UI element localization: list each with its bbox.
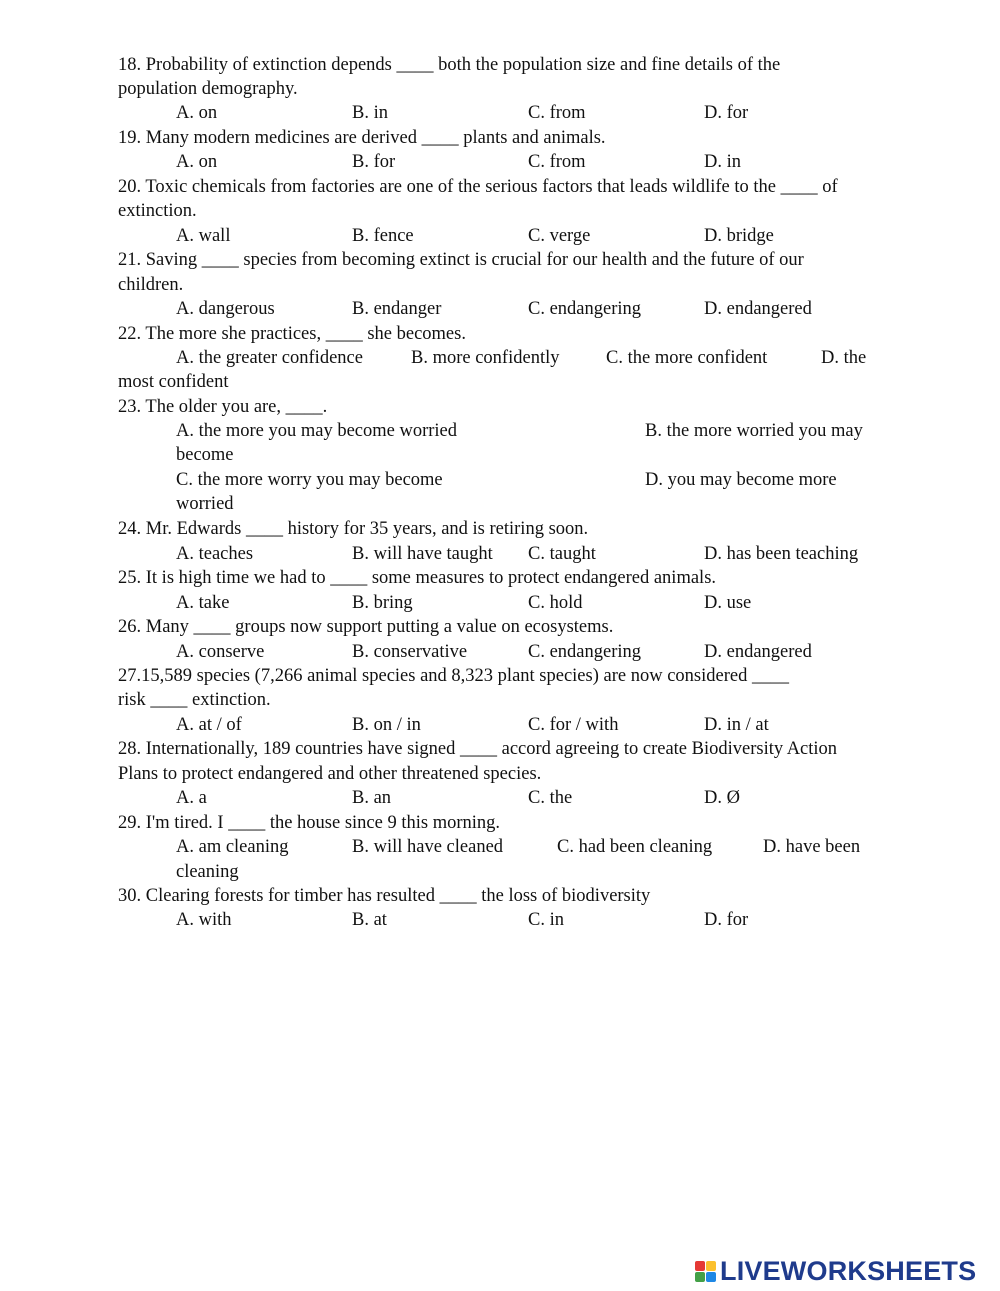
question-28-stem-line1: 28. Internationally, 189 countries have signed ____ accord agreeing to create Biodiversity Action xyxy=(118,739,838,759)
question-25-stem: 25. It is high time we had to ____ some measures to protect endangered animals. xyxy=(118,568,717,588)
question-21-option-a[interactable]: A. dangerous xyxy=(176,299,275,319)
question-30-option-b[interactable]: B. at xyxy=(352,910,387,930)
question-29-option-b[interactable]: B. will have cleaned xyxy=(352,837,504,857)
question-26-option-b[interactable]: B. conservative xyxy=(352,642,468,662)
question-23-option-d-continued: worried xyxy=(176,494,234,514)
question-23-stem: 23. The older you are, ____. xyxy=(118,397,328,417)
question-30-stem: 30. Clearing forests for timber has resulted ____ the loss of biodiversity xyxy=(118,886,651,906)
question-19-option-c[interactable]: C. from xyxy=(528,152,586,172)
question-22-option-c[interactable]: C. the more confident xyxy=(606,348,768,368)
question-18-option-a[interactable]: A. on xyxy=(176,103,218,123)
question-27-option-a[interactable]: A. at / of xyxy=(176,715,242,735)
question-29-option-c[interactable]: C. had been cleaning xyxy=(557,837,713,857)
question-22-option-a[interactable]: A. the greater confidence xyxy=(176,348,363,368)
question-22-stem: 22. The more she practices, ____ she becomes. xyxy=(118,324,466,344)
question-29-option-d[interactable]: D. have been xyxy=(763,837,861,857)
question-21-stem-line1: 21. Saving ____ species from becoming extinct is crucial for our health and the future of our xyxy=(118,250,804,270)
question-19-option-d[interactable]: D. in xyxy=(704,152,741,172)
question-18-stem-line1: 18. Probability of extinction depends ____ both the population size and fine details of the xyxy=(118,55,781,75)
question-23-option-c[interactable]: C. the more worry you may become xyxy=(176,470,443,490)
question-25-option-d[interactable]: D. use xyxy=(704,593,752,613)
question-23-option-a[interactable]: A. the more you may become worried xyxy=(176,421,458,441)
question-20-option-c[interactable]: C. verge xyxy=(528,226,591,246)
question-22-option-d[interactable]: D. the xyxy=(821,348,867,368)
question-26-option-d[interactable]: D. endangered xyxy=(704,642,812,662)
question-22-option-d-continued: most confident xyxy=(118,372,229,392)
question-24-option-a[interactable]: A. teaches xyxy=(176,544,254,564)
question-20-option-a[interactable]: A. wall xyxy=(176,226,231,246)
question-27-option-d[interactable]: D. in / at xyxy=(704,715,769,735)
question-20-option-d[interactable]: D. bridge xyxy=(704,226,774,246)
question-23-option-b-continued: become xyxy=(176,445,234,465)
question-27-option-b[interactable]: B. on / in xyxy=(352,715,421,735)
question-27-option-c[interactable]: C. for / with xyxy=(528,715,619,735)
question-25-option-a[interactable]: A. take xyxy=(176,593,230,613)
question-18-option-c[interactable]: C. from xyxy=(528,103,586,123)
question-29-option-d-continued: cleaning xyxy=(176,862,239,882)
logo-square-yellow xyxy=(706,1261,716,1271)
logo-square-green xyxy=(695,1272,705,1282)
question-24-option-d[interactable]: D. has been teaching xyxy=(704,544,859,564)
question-19-option-a[interactable]: A. on xyxy=(176,152,218,172)
question-19-option-b[interactable]: B. for xyxy=(352,152,396,172)
question-19-stem: 19. Many modern medicines are derived ____ plants and animals. xyxy=(118,128,606,148)
question-22-option-b[interactable]: B. more confidently xyxy=(411,348,560,368)
question-30-option-c[interactable]: C. in xyxy=(528,910,564,930)
question-23-option-d[interactable]: D. you may become more xyxy=(645,470,837,490)
question-29-stem: 29. I'm tired. I ____ the house since 9 this morning. xyxy=(118,813,501,833)
liveworksheets-logo-icon xyxy=(695,1261,716,1282)
question-25-option-c[interactable]: C. hold xyxy=(528,593,583,613)
question-30-option-d[interactable]: D. for xyxy=(704,910,749,930)
question-27-stem-line1: 27.15,589 species (7,266 animal species and 8,323 plant species) are now considered ____ xyxy=(118,666,789,686)
logo-square-red xyxy=(695,1261,705,1271)
logo-text: LIVEWORKSHEETS xyxy=(720,1255,977,1286)
question-29-option-a[interactable]: A. am cleaning xyxy=(176,837,289,857)
question-20-stem-line2: extinction. xyxy=(118,201,197,221)
question-21-option-d[interactable]: D. endangered xyxy=(704,299,812,319)
logo-square-blue xyxy=(706,1272,716,1282)
question-27-stem-line2: risk ____ extinction. xyxy=(118,690,271,710)
question-23-option-b[interactable]: B. the more worried you may xyxy=(645,421,863,441)
liveworksheets-logo xyxy=(695,1254,976,1288)
question-26-option-a[interactable]: A. conserve xyxy=(176,642,265,662)
question-26-stem: 26. Many ____ groups now support putting a value on ecosystems. xyxy=(118,617,614,637)
question-20-stem-line1: 20. Toxic chemicals from factories are one of the serious factors that leads wildlife to the ____ of xyxy=(118,177,838,197)
question-30-option-a[interactable]: A. with xyxy=(176,910,232,930)
question-28-option-d[interactable]: D. Ø xyxy=(704,788,740,808)
question-24-stem: 24. Mr. Edwards ____ history for 35 years, and is retiring soon. xyxy=(118,519,589,539)
question-26-option-c[interactable]: C. endangering xyxy=(528,642,642,662)
question-18-option-d[interactable]: D. for xyxy=(704,103,749,123)
question-18-stem-line2: population demography. xyxy=(118,79,298,99)
question-18-option-b[interactable]: B. in xyxy=(352,103,388,123)
question-24-option-b[interactable]: B. will have taught xyxy=(352,544,493,564)
question-28-option-a[interactable]: A. a xyxy=(176,788,207,808)
question-24-option-c[interactable]: C. taught xyxy=(528,544,596,564)
question-20-option-b[interactable]: B. fence xyxy=(352,226,414,246)
question-25-option-b[interactable]: B. bring xyxy=(352,593,413,613)
question-28-option-b[interactable]: B. an xyxy=(352,788,392,808)
question-28-stem-line2: Plans to protect endangered and other threatened species. xyxy=(118,764,542,784)
question-21-option-b[interactable]: B. endanger xyxy=(352,299,442,319)
question-28-option-c[interactable]: C. the xyxy=(528,788,573,808)
question-21-stem-line2: children. xyxy=(118,275,184,295)
question-21-option-c[interactable]: C. endangering xyxy=(528,299,642,319)
